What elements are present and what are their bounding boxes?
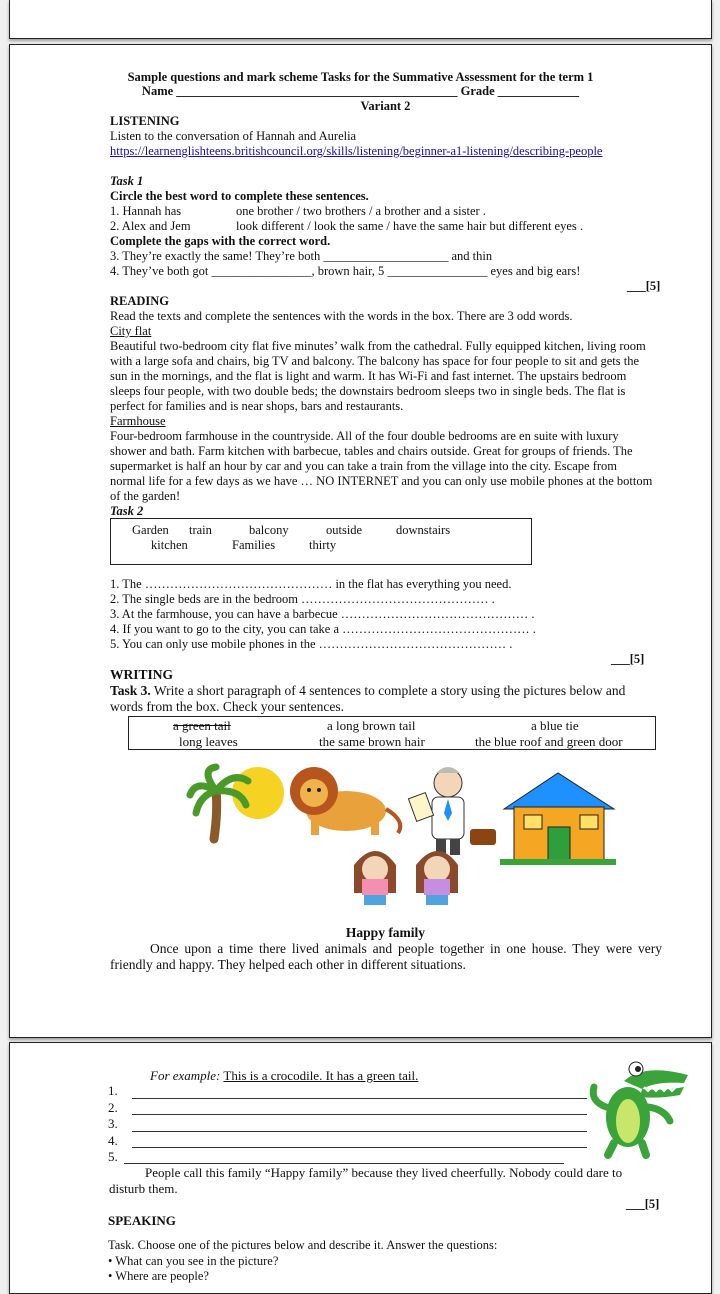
task1-instruction-circle: Circle the best word to complete these sentences. [110,189,369,203]
speaking-task: Task. Choose one of the pictures below and describe it. Answer the questions: [108,1238,498,1252]
word-thirty: thirty [309,538,337,552]
document-title: Sample questions and mark scheme Tasks for the Summative Assessment for the term 1 [127,70,594,84]
box-word-blue-roof: the blue roof and green door [475,734,623,749]
box-word-same-brown-hair: the same brown hair [319,734,425,749]
palm-tree-icon [190,767,284,839]
name-grade-line: Name _____________________________________________ Grade _____________ [141,84,580,98]
doctor-icon [408,767,496,855]
listening-link[interactable]: https://learnenglishteens.britishcouncil.org/skills/listening/beginner-a1-listening/describing-people [110,144,603,158]
word-balcony: balcony [249,523,289,537]
task1-instruction-gaps: Complete the gaps with the correct word. [110,234,331,248]
reading-heading: READING [110,294,170,308]
word-kitchen: kitchen [151,538,188,552]
farmhouse-title: Farmhouse [110,414,166,428]
writing-mark: ___[5] [626,1197,660,1211]
task2-item4: 4. If you want to go to the city, you can take a ……………………………………… . [110,622,536,636]
answer-line-4-number: 4. [108,1133,118,1148]
variant-label: Variant 2 [360,99,411,113]
task2-item1: 1. The ……………………………………… in the flat has everything you need. [110,577,512,591]
page-2 [9,1042,712,1294]
word-train: train [189,523,212,537]
task3-text: Write a short paragraph of 4 sentences to complete a story using the pictures below and words from the box. Check your sentences. [110,683,626,714]
writing-word-box [128,716,656,750]
answer-line-2-number: 2. [108,1100,118,1115]
previous-page-tail [9,0,712,39]
speaking-question-2: • Where are people? [108,1269,209,1283]
task2-label: Task 2 [110,504,144,518]
example-prefix: For example: [150,1068,221,1083]
word-outside: outside [326,523,363,537]
twins-icon [354,851,458,905]
task2-item3: 3. At the farmhouse, you can have a barbecue ……………………………………… . [110,607,535,621]
farmhouse-text: Four-bedroom farmhouse in the countryside. All of the four double bedrooms are en suite with luxury shower and bath. Farm kitchen with barbecue, tables and chairs outside. Great for groups of friends. The supermarket is half an hour by car and you can take a train from the village into the city. Escape from normal life for a few days as we have … NO INTERNET and you can only use mobile phones at the bottom of the garden! [110,429,653,503]
task1-item1-options: one brother / two brothers / a brother and a sister . [236,204,486,218]
page-1 [9,44,712,1038]
city-flat-title: City flat [110,324,152,338]
answer-line-1[interactable] [132,1098,587,1099]
task1-label: Task 1 [110,174,144,188]
task1-item2-label: 2. Alex and Jem [110,219,191,233]
city-flat-text: Beautiful two-bedroom city flat five minutes’ walk from the cathedral. Fully equipped kitchen, living room with a large sofa and chairs, big TV and balcony. The balcony has space for four people to sit and gets the sun in the mornings, and the flat is light and warm. It has Wi-Fi and fast internet. The upstairs bedroom sleeps four people, with two double beds; the downstairs bedroom sleeps two in single beds. The flat is perfect for families and is near shops, bars and restaurants. [110,339,646,413]
speaking-heading: SPEAKING [108,1213,176,1228]
crocodile-icon [584,1047,694,1159]
answer-line-1-number: 1. [108,1083,118,1098]
word-box [110,518,532,565]
story-text: Once upon a time there lived animals and people together in one house. They were very friendly and happy. They helped each other in different situations. [110,941,662,972]
task1-item3: 3. They’re exactly the same! They’re both ____________________ and thin [110,249,493,263]
answer-line-3[interactable] [132,1131,587,1132]
reading-mark: ___[5] [611,652,645,666]
task1-item2-options: look different / look the same / have the same hair but different eyes . [236,219,583,233]
word-downstairs: downstairs [396,523,451,537]
task2-item5: 5. You can only use mobile phones in the ……………………………………… . [110,637,513,651]
example-sentence: This is a crocodile. It has a green tail. [223,1068,419,1083]
listening-intro: Listen to the conversation of Hannah and Aurelia [110,129,357,143]
task2-item2: 2. The single beds are in the bedroom ……………………………………… . [110,592,495,606]
answer-line-2[interactable] [132,1114,587,1115]
closing-paragraph: People call this family “Happy family” because they lived cheerfully. Nobody could dare to disturb them. [109,1165,623,1196]
task3-label: Task 3. [110,683,151,698]
speaking-question-1: • What can you see in the picture? [108,1254,279,1268]
listening-heading: LISTENING [110,114,180,128]
box-word-long-leaves: long leaves [179,734,238,749]
listening-mark: ___[5] [627,279,661,293]
task1-item1-label: 1. Hannah has [110,204,182,218]
house-icon [500,773,616,865]
lion-icon [290,767,400,835]
task3-instruction [110,683,660,715]
writing-heading: WRITING [110,667,174,682]
answer-line-5-number: 5. [108,1149,118,1164]
box-word-blue-tie: a blue tie [531,718,579,733]
box-word-green-tail: a green tail [173,718,231,733]
word-garden: Garden [132,523,169,537]
example-line [150,1068,418,1084]
word-families: Families [232,538,276,552]
task1-item4: 4. They’ve both got ________________, brown hair, 5 ________________ eyes and big ears! [110,264,581,278]
reading-intro: Read the texts and complete the sentences with the words in the box. There are 3 odd words. [110,309,573,323]
story-title: Happy family [345,925,426,940]
answer-line-4[interactable] [132,1147,587,1148]
box-word-long-brown-tail: a long brown tail [327,718,416,733]
answer-line-5[interactable] [124,1163,564,1164]
story-pictures [186,761,616,911]
answer-line-3-number: 3. [108,1116,118,1131]
